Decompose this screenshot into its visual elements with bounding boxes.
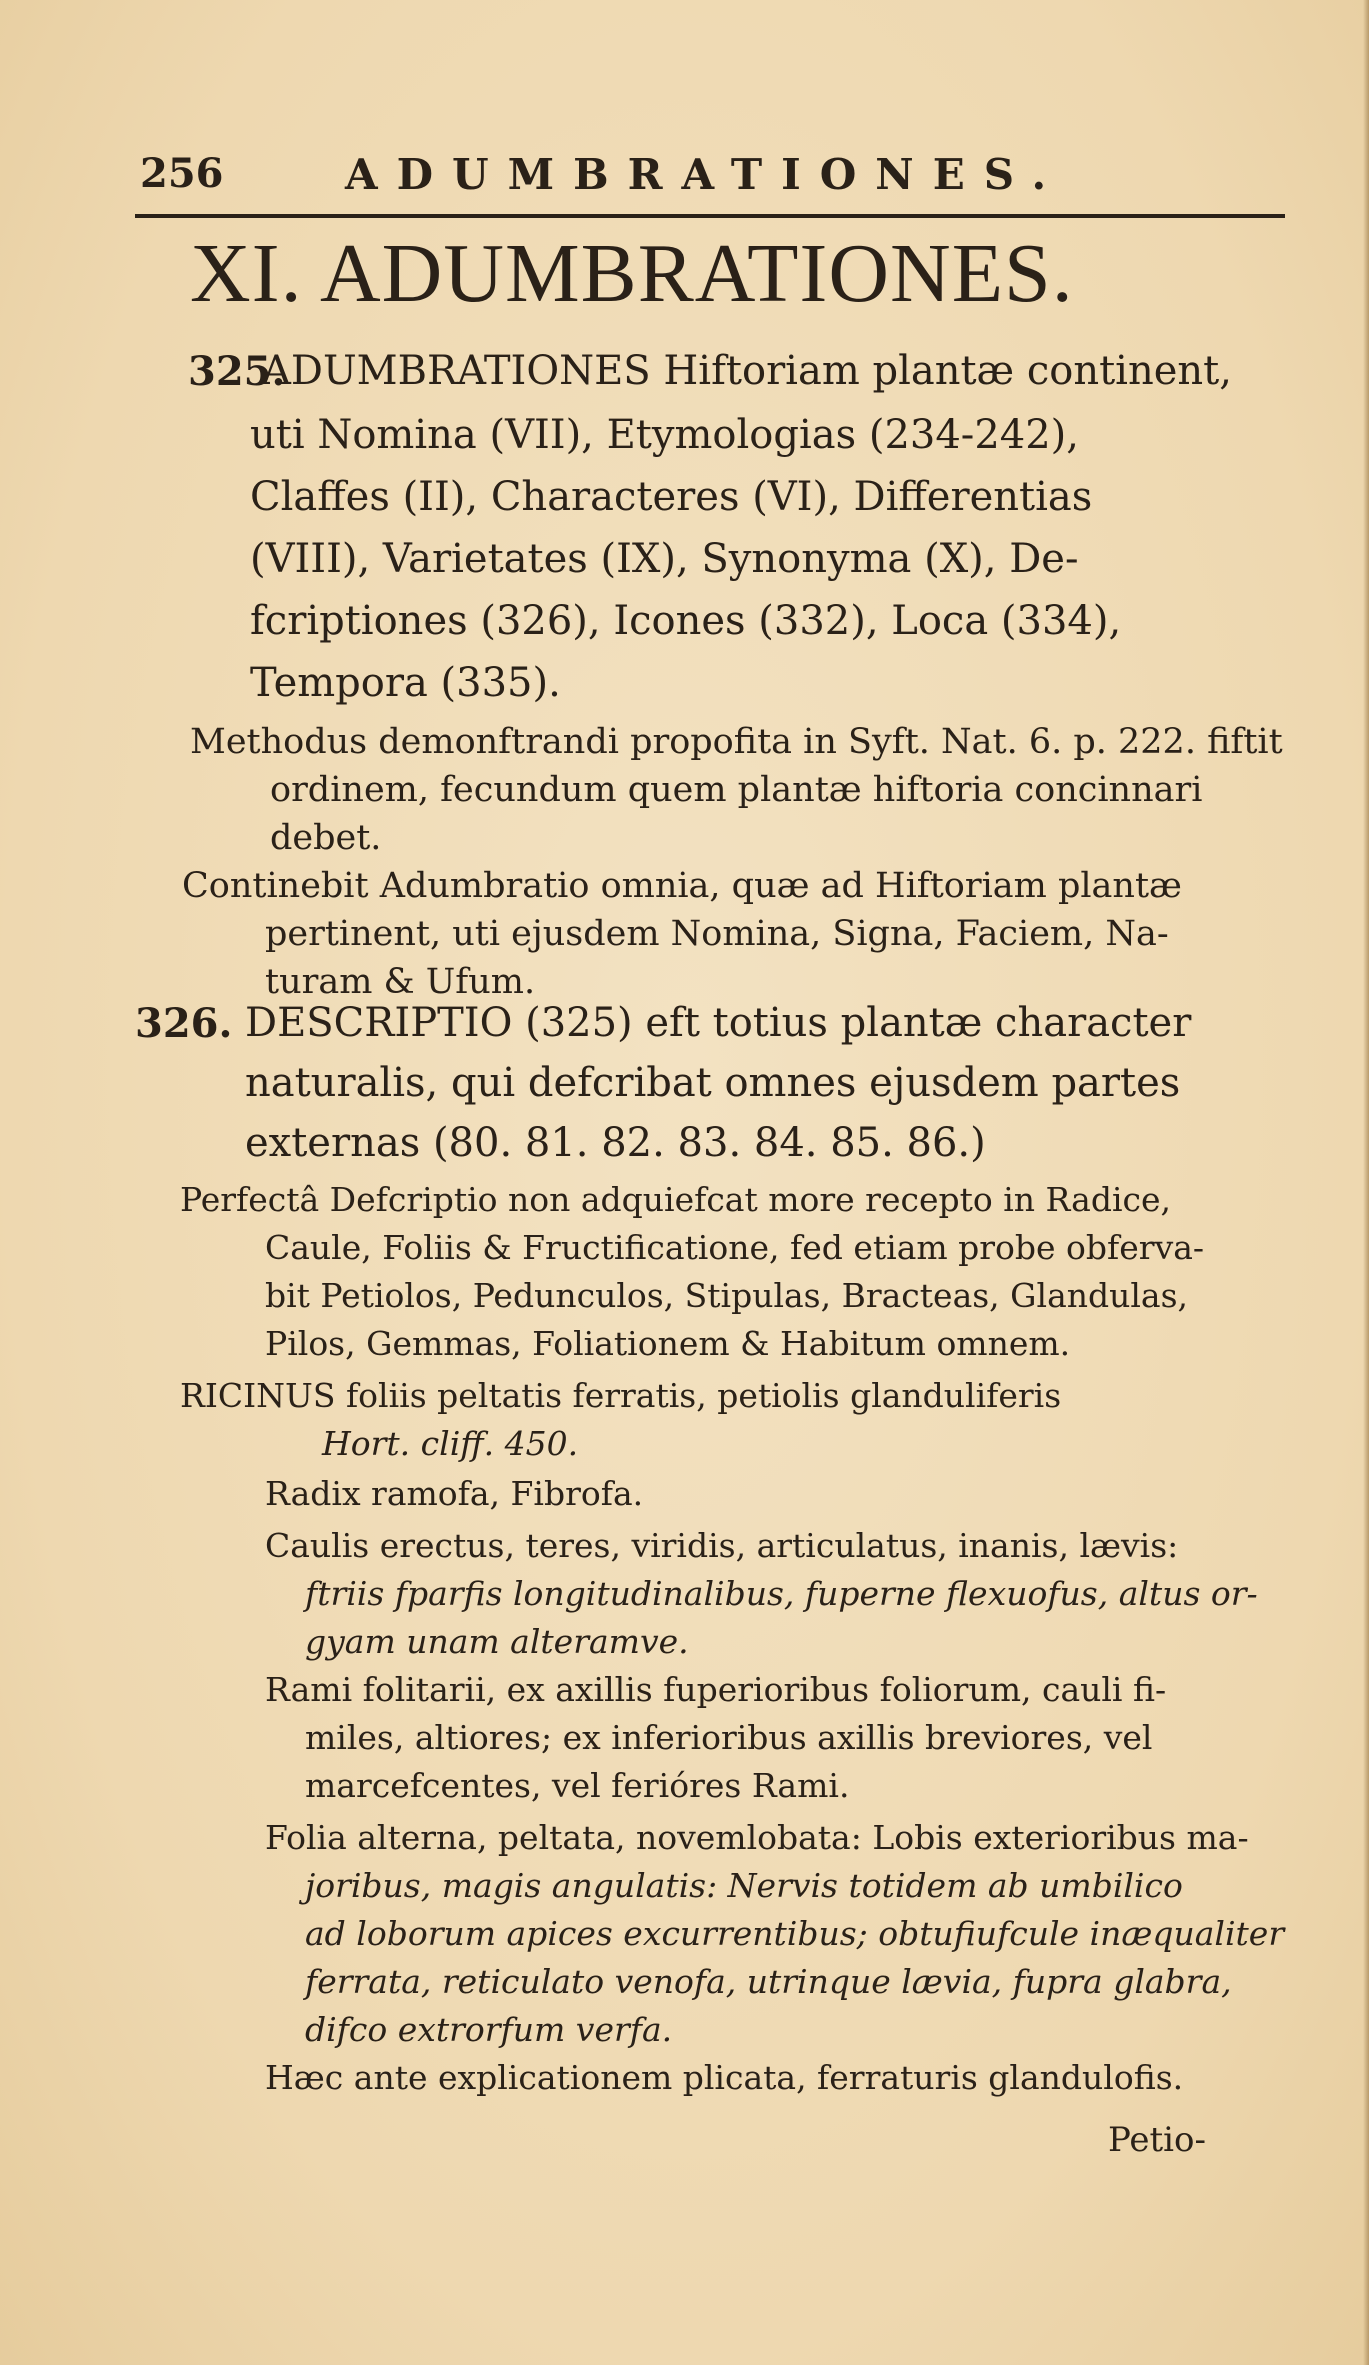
page-header: [140, 150, 1285, 210]
text-line: externas (80. 81. 82. 83. 84. 85. 86.): [245, 1120, 986, 1166]
description-line: difco extrorfum verfa.: [305, 2010, 673, 2049]
note-line: Perfectâ Defcriptio non adquiefcat more recepto in Radice,: [180, 1180, 1171, 1219]
description-line: Rami folitarii, ex axillis fuperioribus foliorum, cauli fi-: [265, 1670, 1167, 1709]
page-number: 256: [140, 150, 224, 197]
note-line: turam & Ufum.: [265, 962, 536, 1002]
note-line: Continebit Adumbratio omnia, quæ ad Hiftoriam plantæ: [182, 866, 1182, 906]
note-line: Methodus demonftrandi propofita in Syft. Nat. 6. p. 222. fiftit: [190, 722, 1283, 762]
section-number: 325.: [188, 348, 286, 395]
note-line: Caule, Foliis & Fructificatione, fed etiam probe obferva-: [265, 1228, 1205, 1267]
text-line: Claffes (II), Characteres (VI), Differentias: [250, 474, 1093, 520]
description-line: Caulis erectus, teres, viridis, articulatus, inanis, lævis:: [265, 1526, 1179, 1565]
note-line: ordinem, fecundum quem plantæ hiftoria concinnari: [270, 770, 1203, 810]
text-line: uti Nomina (VII), Etymologias (234-242),: [250, 412, 1079, 458]
chapter-title: XI. ADUMBRATIONES.: [190, 227, 1074, 320]
note-line: bit Petiolos, Pedunculos, Stipulas, Bracteas, Glandulas,: [265, 1276, 1189, 1315]
description-line: Folia alterna, peltata, novemlobata: Lobis exterioribus ma-: [265, 1818, 1249, 1857]
note-line: debet.: [270, 818, 382, 858]
text-line: Tempora (335).: [250, 660, 561, 706]
species-reference: Hort. cliff. 450.: [322, 1424, 579, 1463]
text-line: fcriptiones (326), Icones (332), Loca (334),: [250, 598, 1122, 644]
text-line: ADUMBRATIONES Hiftoriam plantæ continent,: [262, 348, 1232, 394]
note-line: pertinent, uti ejusdem Nomina, Signa, Faciem, Na-: [265, 914, 1169, 954]
description-line: gyam unam alteramve.: [305, 1622, 689, 1661]
running-head: ADUMBRATIONES.: [345, 150, 1066, 199]
description-line: Radix ramofa, Fibrofa.: [265, 1474, 644, 1513]
description-line: joribus, magis angulatis: Nervis totidem ab umbilico: [305, 1866, 1183, 1905]
text-line: DESCRIPTIO (325) eft totius plantæ character: [245, 1000, 1192, 1046]
note-line: Pilos, Gemmas, Foliationem & Habitum omnem.: [265, 1324, 1071, 1363]
description-line: Hæc ante explicationem plicata, ferraturis glandulofis.: [265, 2058, 1184, 2097]
catchword: Petio-: [1108, 2120, 1206, 2160]
description-line: ftriis fparfis longitudinalibus, fuperne flexuofus, altus or-: [305, 1574, 1258, 1613]
description-line: miles, altiores; ex inferioribus axillis breviores, vel: [305, 1718, 1153, 1757]
description-line: ad loborum apices excurrentibus; obtufiufcule inæqualiter: [305, 1914, 1285, 1953]
section-number: 326.: [135, 1000, 233, 1047]
species-heading: RICINUS foliis peltatis ferratis, petiolis glanduliferis: [180, 1376, 1062, 1415]
text-line: naturalis, qui defcribat omnes ejusdem partes: [245, 1060, 1181, 1106]
description-line: marcefcentes, vel ferióres Rami.: [305, 1766, 850, 1805]
text-line: (VIII), Varietates (IX), Synonyma (X), De-: [250, 536, 1079, 582]
header-rule: [135, 214, 1285, 218]
description-line: ferrata, reticulato venofa, utrinque lævia, fupra glabra,: [305, 1962, 1232, 2001]
page-edge-shadow: [1363, 0, 1369, 2365]
